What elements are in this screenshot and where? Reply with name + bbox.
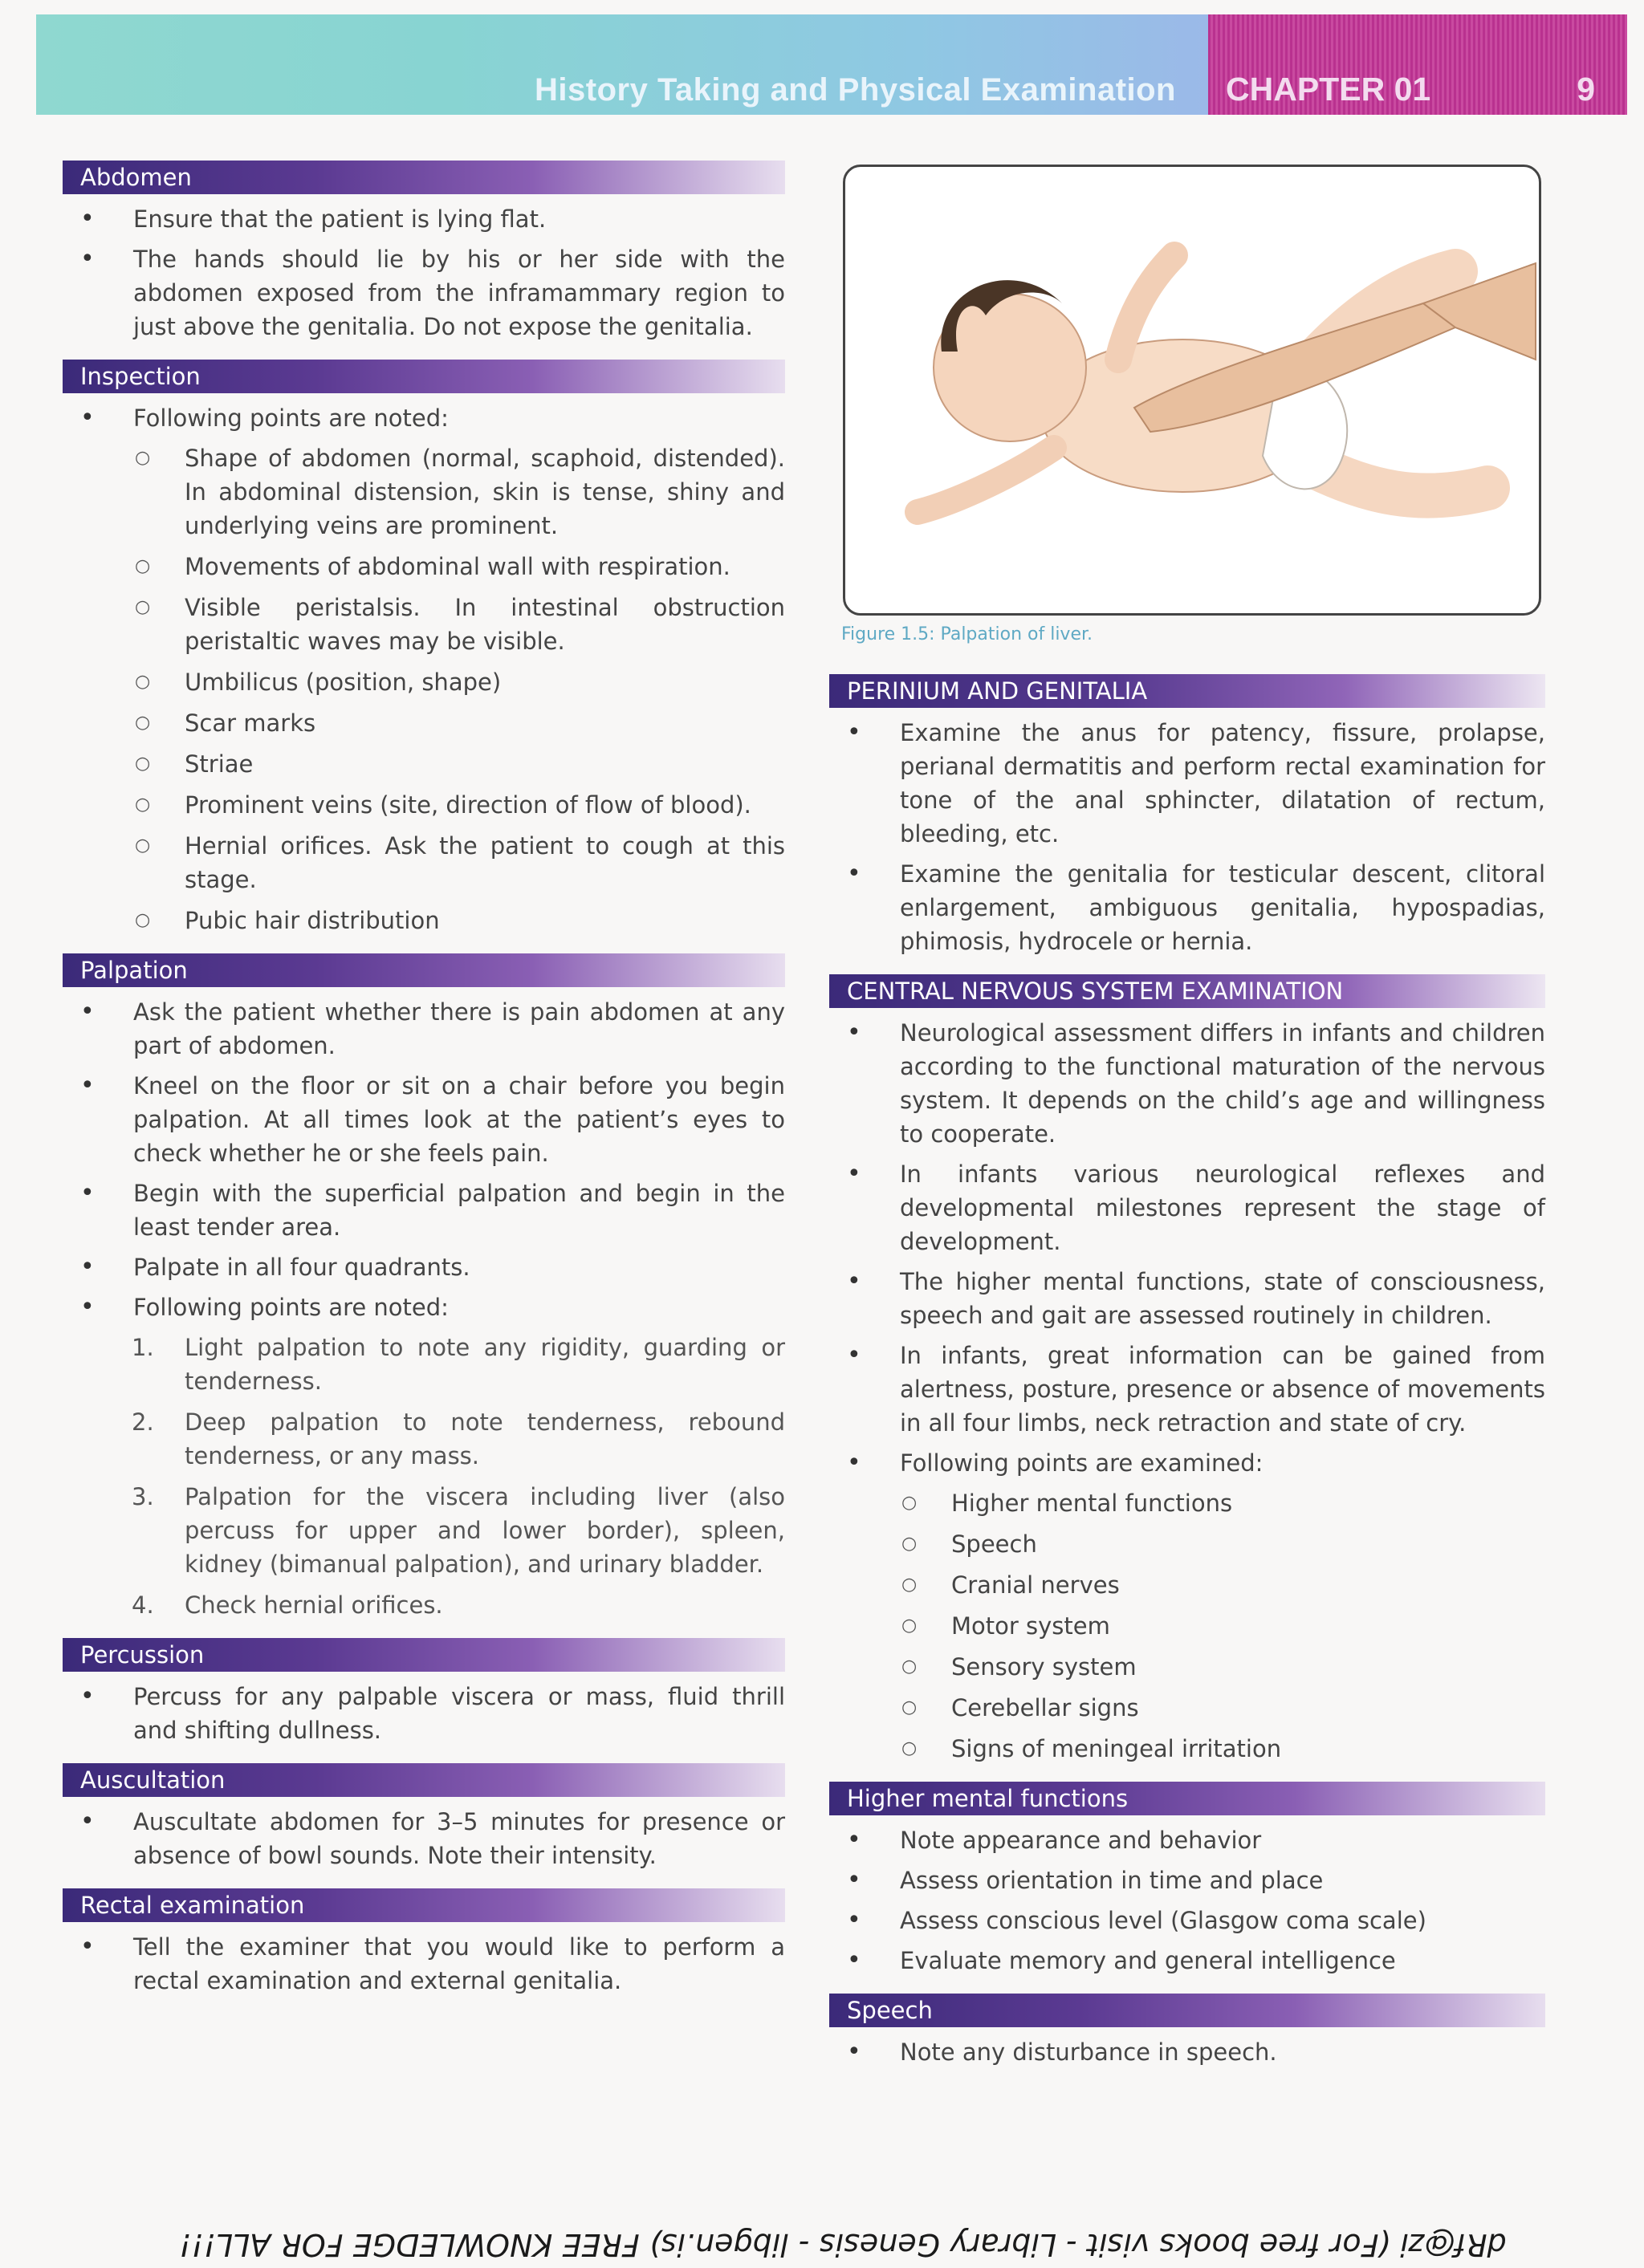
list-item: • In infants various neurological reflexes and developmental milestones represent the stage of development. (829, 1157, 1545, 1258)
list-item: • Evaluate memory and general intelligence (829, 1944, 1545, 1977)
list-item: • Following points are examined: (829, 1446, 1545, 1480)
rectal-section (63, 1888, 785, 1998)
figure-liver-palpation (843, 165, 1541, 616)
numbered-item (63, 1480, 785, 1581)
chapter-tab (1208, 14, 1627, 115)
section-heading: Speech (829, 1994, 1545, 2027)
footer-watermark: dRf@zi (For free books visit - Library Genesis - libgen.is) FREE KNOWLEDGE FOR ALL!!! (179, 2227, 1507, 2262)
list-item: • Examine the genitalia for testicular descent, clitoral enlargement, ambiguous genitalia, hypospadias, phimosis, hydrocele or hernia. (829, 857, 1545, 958)
section-heading: PERINIUM AND GENITALIA (829, 674, 1545, 708)
sub-list-item: ○ Striae (63, 747, 785, 781)
section-heading: Abdomen (63, 161, 785, 194)
section-heading: Auscultation (63, 1763, 785, 1797)
item-text: Palpation for the viscera including liver (also percuss for upper and lower border), spleen, kidney (bimanual palpation), and urinary bladder. (185, 1483, 785, 1578)
sub-list-item: ○ Higher mental functions (829, 1486, 1545, 1520)
item-text: Light palpation to note any rigidity, guarding or tenderness. (185, 1334, 785, 1395)
sub-list-item: ○ Speech (829, 1527, 1545, 1561)
list-item: • Auscultate abdomen for 3–5 minutes for presence or absence of bowl sounds. Note their intensity. (63, 1805, 785, 1872)
list-item: • Tell the examiner that you would like to perform a rectal examination and external genitalia. (63, 1930, 785, 1998)
abdomen-section (63, 161, 785, 343)
section-heading: Rectal examination (63, 1888, 785, 1922)
numbered-item (63, 1331, 785, 1398)
section-heading: Higher mental functions (829, 1782, 1545, 1815)
list-item: • Palpate in all four quadrants. (63, 1250, 785, 1284)
sub-list-item: ○ Umbilicus (position, shape) (63, 665, 785, 699)
list-item: • Assess conscious level (Glasgow coma scale) (829, 1904, 1545, 1937)
list-item: • Following points are noted: (63, 401, 785, 435)
percussion-section (63, 1638, 785, 1747)
sub-list-item: ○ Shape of abdomen (normal, scaphoid, distended). In abdominal distension, skin is tense, shiny and underlying veins are prominent. (63, 441, 785, 543)
inspection-section (63, 360, 785, 937)
list-item: • Neurological assessment differs in infants and children according to the functional maturation of the nervous system. It depends on the child’s age and willingness to cooperate. (829, 1016, 1545, 1151)
perinium-section (829, 674, 1545, 958)
palpation-section (63, 953, 785, 1622)
sub-list-item: ○ Scar marks (63, 706, 785, 740)
higher-mental-functions-section (829, 1782, 1545, 1977)
page-number: 9 (1577, 71, 1595, 108)
sub-list-item: ○ Cranial nerves (829, 1568, 1545, 1602)
item-number: 4. (132, 1591, 154, 1619)
list-item: • Examine the anus for patency, fissure, prolapse, perianal dermatitis and perform rectal examination for tone of the anal sphincter, dilatation of rectum, bleeding, etc. (829, 716, 1545, 851)
list-item: • Ensure that the patient is lying flat. (63, 202, 785, 236)
sub-list-item: ○ Motor system (829, 1609, 1545, 1643)
sub-list-item: ○ Cerebellar signs (829, 1691, 1545, 1725)
list-item: • The hands should lie by his or her side with the abdomen exposed from the inframammary region to just above the genitalia. Do not expose the genitalia. (63, 242, 785, 343)
list-item: • Percuss for any palpable viscera or mass, fluid thrill and shifting dullness. (63, 1680, 785, 1747)
section-heading: Inspection (63, 360, 785, 393)
sub-list-item: ○ Signs of meningeal irritation (829, 1732, 1545, 1766)
section-heading: CENTRAL NERVOUS SYSTEM EXAMINATION (829, 974, 1545, 1008)
right-column (829, 674, 1545, 2085)
item-text: Check hernial orifices. (185, 1591, 443, 1619)
list-item: • Following points are noted: (63, 1290, 785, 1324)
numbered-item (63, 1405, 785, 1473)
list-item: • Kneel on the floor or sit on a chair before you begin palpation. At all times look at the patient’s eyes to check whether he or she feels pain. (63, 1069, 785, 1170)
speech-section (829, 1994, 1545, 2069)
sub-list-item: ○ Visible peristalsis. In intestinal obstruction peristaltic waves may be visible. (63, 591, 785, 658)
list-item: • Begin with the superficial palpation and begin in the least tender area. (63, 1177, 785, 1244)
left-column (63, 161, 785, 2014)
list-item: • Ask the patient whether there is pain abdomen at any part of abdomen. (63, 995, 785, 1063)
chapter-label: CHAPTER 01 (1226, 71, 1431, 108)
sub-list-item: ○ Prominent veins (site, direction of flow of blood). (63, 788, 785, 822)
numbered-item (63, 1588, 785, 1622)
infant-arm-lowered (918, 448, 1054, 512)
running-title: History Taking and Physical Examination (535, 72, 1176, 108)
item-number: 2. (132, 1408, 154, 1436)
list-item: • The higher mental functions, state of consciousness, speech and gait are assessed routinely in children. (829, 1265, 1545, 1332)
infant-illustration (845, 167, 1539, 613)
list-item: • Note any disturbance in speech. (829, 2035, 1545, 2069)
cns-section (829, 974, 1545, 1766)
item-number: 3. (132, 1483, 154, 1510)
section-heading: Palpation (63, 953, 785, 987)
item-text: Deep palpation to note tenderness, rebound tenderness, or any mass. (185, 1408, 785, 1469)
running-header (36, 14, 1208, 115)
item-number: 1. (132, 1334, 154, 1361)
list-item: • Assess orientation in time and place (829, 1864, 1545, 1897)
sub-list-item: ○ Hernial orifices. Ask the patient to cough at this stage. (63, 829, 785, 896)
section-heading: Percussion (63, 1638, 785, 1672)
auscultation-section (63, 1763, 785, 1872)
list-item: • Note appearance and behavior (829, 1823, 1545, 1857)
list-item: • In infants, great information can be gained from alertness, posture, presence or absence of movements in all four limbs, neck retraction and state of cry. (829, 1339, 1545, 1440)
sub-list-item: ○ Pubic hair distribution (63, 904, 785, 937)
sub-list-item: ○ Movements of abdominal wall with respiration. (63, 550, 785, 583)
sub-list-item: ○ Sensory system (829, 1650, 1545, 1684)
figure-caption: Figure 1.5: Palpation of liver. (841, 624, 1093, 644)
